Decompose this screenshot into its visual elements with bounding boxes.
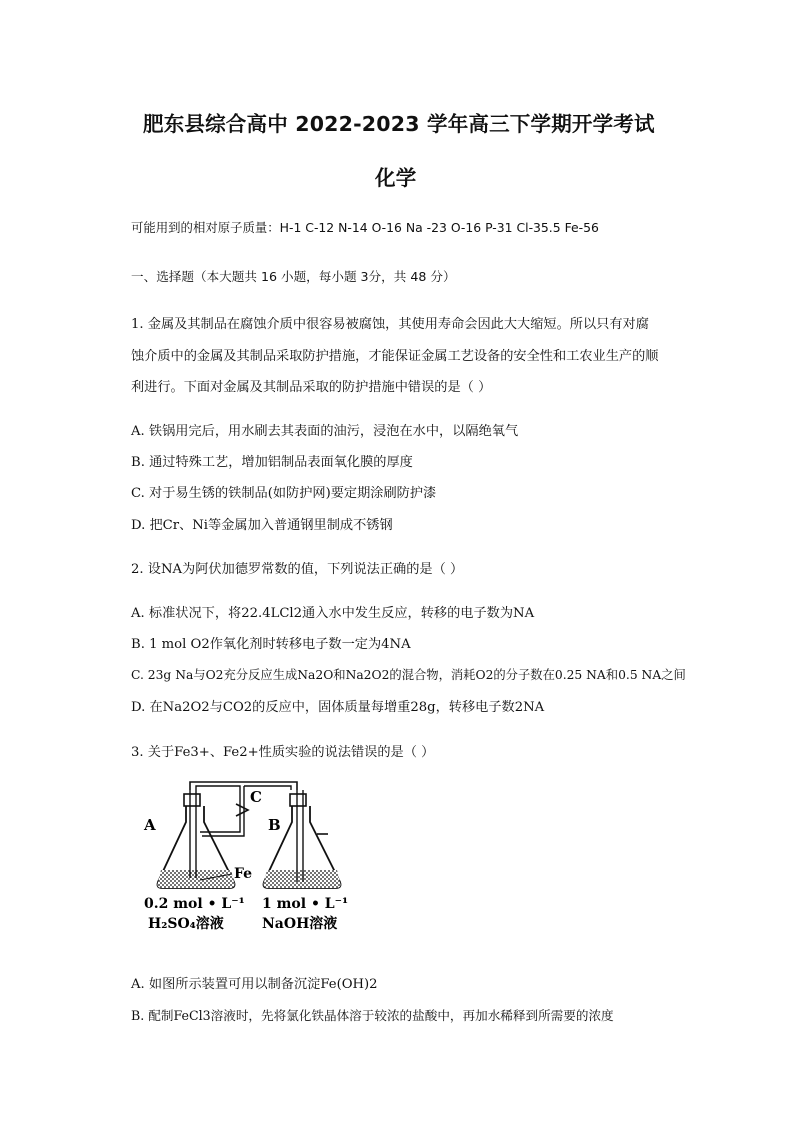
q1-stem-line-3: 利进行。下面对金属及其制品采取的防护措施中错误的是（ ） — [131, 380, 492, 395]
q2-option-a: A. 标准状况下，将22.4LCl2通入水中发生反应，转移的电子数为NA — [131, 606, 535, 621]
label-c: C — [250, 788, 262, 806]
label-a: A — [144, 816, 156, 834]
q1-option-a: A. 铁锅用完后，用水刷去其表面的油污，浸泡在水中，以隔绝氧气 — [131, 424, 519, 439]
q2-option-c: C. 23g Na与O2充分反应生成Na2O和Na2O2的混合物，消耗O2的分子数在0.25 NA和0.5 NA之间 — [131, 668, 686, 682]
q2-option-b: B. 1 mol O2作氧化剂时转移电子数一定为4NA — [131, 637, 411, 652]
right-concentration: 1 mol • L⁻¹ — [262, 896, 349, 912]
flask-a — [158, 790, 235, 888]
right-solution: NaOH溶液 — [262, 916, 338, 932]
label-fe: Fe — [234, 866, 253, 882]
document-title: 肥东县综合高中 2022-2023 学年高三下学期开学考试 — [143, 112, 655, 136]
left-concentration: 0.2 mol • L⁻¹ — [144, 896, 245, 912]
q1-stem-line-2: 蚀介质中的金属及其制品采取防护措施，才能保证金属工艺设备的安全性和工农业生产的顺 — [131, 349, 659, 364]
atomic-masses-line: 可能用到的相对原子质量：H-1 C-12 N-14 O-16 Na -23 O-16 P-31 Cl-35.5 Fe-56 — [131, 220, 599, 235]
q1-option-c: C. 对于易生锈的铁制品(如防护网)要定期涂刷防护漆 — [131, 486, 437, 501]
q2-stem: 2. 设NA为阿伏加德罗常数的值，下列说法正确的是（ ） — [131, 562, 464, 577]
q3-option-b: B. 配制FeCl3溶液时，先将氯化铁晶体溶于较浓的盐酸中，再加水稀释到所需要的浓度 — [131, 1008, 614, 1023]
subject-title: 化学 — [375, 166, 417, 190]
q1-stem-line-1: 1. 金属及其制品在腐蚀介质中很容易被腐蚀，其使用寿命会因此大大缩短。所以只有对腐 — [131, 317, 649, 332]
q2-option-d: D. 在Na2O2与CO2的反应中，固体质量每增重28g，转移电子数2NA — [131, 700, 545, 715]
q3-stem: 3. 关于Fe3+、Fe2+性质实验的说法错误的是（ ） — [131, 745, 435, 760]
label-b: B — [268, 816, 281, 834]
q1-option-d: D. 把Cr、Ni等金属加入普通钢里制成不锈钢 — [131, 518, 393, 533]
q3-option-a: A. 如图所示装置可用以制备沉淀Fe(OH)2 — [131, 977, 378, 992]
flask-b — [264, 790, 341, 888]
apparatus-diagram — [140, 770, 370, 940]
section-heading: 一、选择题（本大题共 16 小题，每小题 3分，共 48 分） — [131, 269, 456, 284]
q1-option-b: B. 通过特殊工艺，增加铝制品表面氧化膜的厚度 — [131, 455, 413, 470]
left-solution: H₂SO₄溶液 — [148, 916, 224, 932]
